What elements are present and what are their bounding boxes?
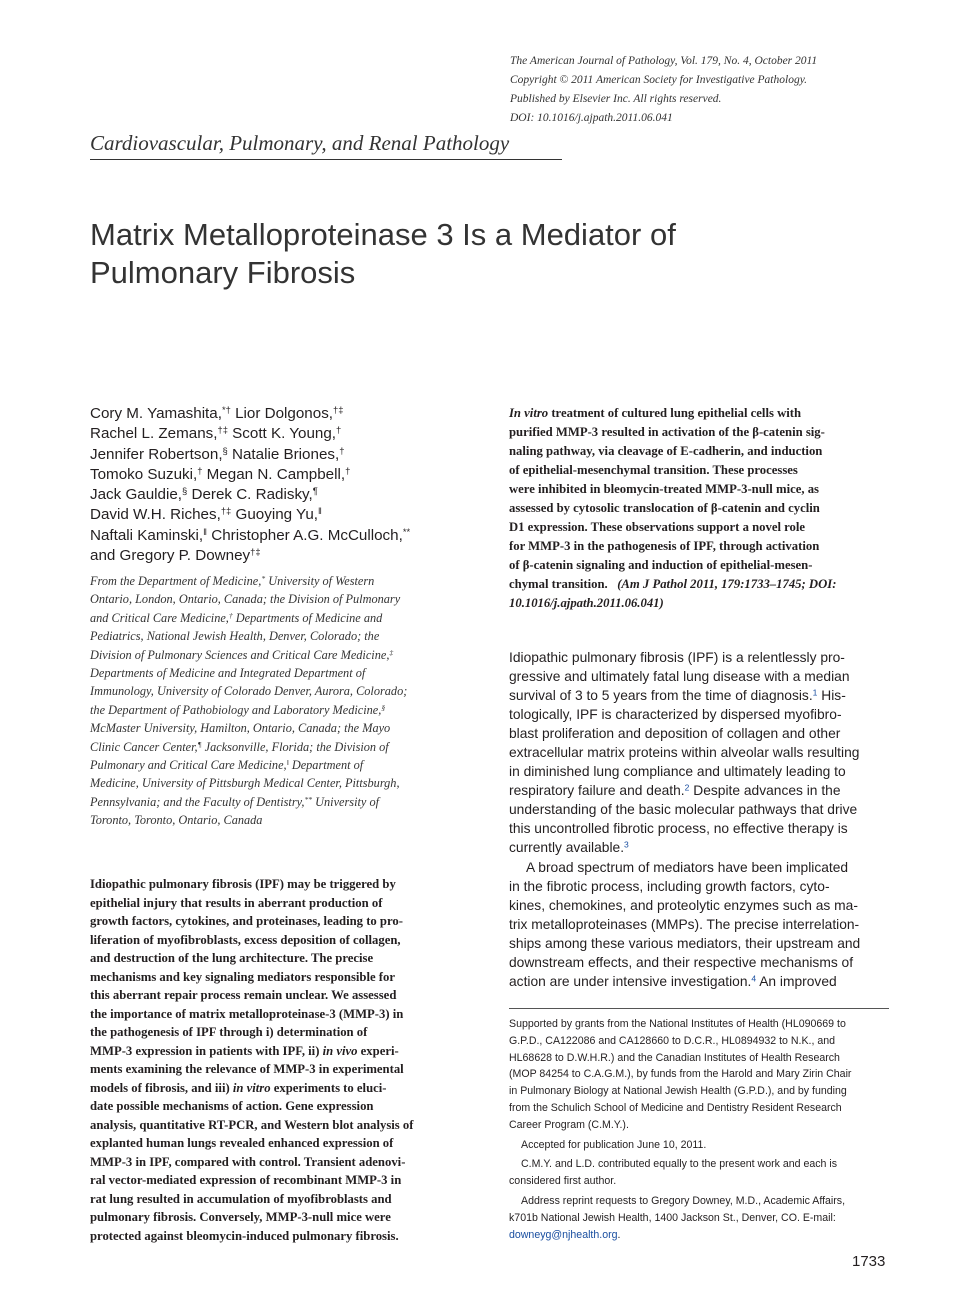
funding-note: Supported by grants from the National Institutes of Health (HL090669 to [509, 1018, 846, 1030]
doi-line: DOI: 10.1016/j.ajpath.2011.06.041 [510, 112, 673, 124]
affiliation-marker: †‡ [333, 403, 344, 415]
body-line: this uncontrolled fibrotic process, no effective therapy is [509, 821, 848, 837]
body-line: Idiopathic pulmonary fibrosis (IPF) is a relentlessly pro- [509, 650, 845, 665]
abstract-line: epithelial injury that results in aberrant production of [90, 895, 383, 910]
author-name: Rachel L. Zemans, [90, 425, 218, 443]
abstract-line: this aberrant repair process remain unclear. We assessed [90, 988, 397, 1002]
author-line [90, 404, 490, 424]
reference-link: 2 [684, 782, 690, 793]
abstract-line: pulmonary fibrosis. Conversely, MMP-3-null mice were [90, 1210, 391, 1224]
body-line: action are under intensive investigation.$^4$ An improved [509, 973, 837, 989]
body-line: ships among these various mediators, their upstream and [509, 935, 861, 951]
affiliation-line: Toronto, Toronto, Ontario, Canada [90, 813, 263, 828]
body-line: blast proliferation and deposition of collagen and other [509, 726, 841, 742]
abstract-line: MMP-3 expression in patients with IPF, ii) in vivo experi- [90, 1043, 399, 1058]
abstract-line: date possible mechanisms of action. Gene expression [90, 1099, 374, 1113]
publisher-line: Published by Elsevier Inc. All rights reserved. [510, 93, 722, 105]
body-line: tologically, IPF is characterized by dispersed myofibro- [509, 707, 842, 723]
author-name: David W.H. Riches, [90, 506, 221, 524]
body-line: kines, chemokines, and proteolytic enzymes such as ma- [509, 897, 858, 913]
title-line: Pulmonary Fibrosis [90, 255, 356, 290]
affiliation-line: the Department of Pathobiology and Laboratory Medicine,§ [90, 702, 386, 717]
body-line: currently available.$^3$ [509, 839, 629, 856]
abstract-line: of β-catenin signaling and induction of epithelial-mesen- [509, 558, 813, 572]
author-name: Guoying Yu, [231, 506, 318, 524]
contribution-note: considered first author. [509, 1175, 617, 1188]
affiliation-line: Pulmonary and Critical Care Medicine,‖ Department of [90, 757, 364, 773]
footnotes [509, 1016, 889, 1243]
author-line [90, 505, 490, 525]
abstract-line: protected against bleomycin-induced pulmonary fibrosis. [90, 1228, 399, 1243]
affiliation-line: Clinic Cancer Center,¶ Jacksonville, Florida; the Division of [90, 739, 389, 754]
abstract-line: were inhibited in bleomycin-treated MMP-3-null mice, as [509, 482, 819, 496]
title-line: Matrix Metalloproteinase 3 Is a Mediator of [90, 217, 676, 252]
affiliation-marker: †‡ [217, 424, 228, 436]
article-title [90, 216, 850, 292]
abstract-line: for MMP-3 in the pathogenesis of IPF, through activation [509, 539, 820, 553]
abstract-line: explanted human lungs revealed enhanced expression of [90, 1136, 394, 1150]
affiliation-line: Division of Pulmonary Sciences and Critical Care Medicine,‡ [90, 647, 394, 662]
affiliation-marker: † [336, 424, 342, 436]
author-name: Scott K. Young, [227, 425, 337, 443]
affiliation-marker: † [197, 464, 203, 476]
affiliation-marker: † [345, 464, 351, 476]
author-name: Naftali Kaminski, [90, 526, 204, 544]
body-line: understanding of the basic molecular pathways that drive [509, 802, 858, 818]
author-line [90, 526, 490, 546]
reprint-note: downeyg@njhealth.org. [509, 1228, 621, 1241]
funding-note: from the Schulich School of Medicine and Dentistry Resident Research [509, 1101, 842, 1114]
journal-line: The American Journal of Pathology, Vol. 179, No. 4, October 2011 [510, 55, 818, 67]
email-link[interactable]: downeyg@njhealth.org [509, 1228, 618, 1241]
reprint-note: Address reprint requests to Gregory Downey, M.D., Academic Affairs, [521, 1194, 846, 1207]
abstract-line: and destruction of the lung architecture. The precise [90, 951, 374, 965]
abstract-line: rat lung resulted in accumulation of myofibroblasts and [90, 1191, 392, 1206]
abstract-line: In vitro treatment of cultured lung epithelial cells with [509, 406, 802, 420]
affiliation-line: From the Department of Medicine,* University of Western [90, 573, 375, 588]
abstract-line: ral vector-mediated expression of recombinant MMP-3 in [90, 1173, 402, 1187]
affiliation-marker: *† [221, 403, 231, 415]
author-name: Jennifer Robertson, [90, 445, 223, 463]
affiliation-marker: † [339, 444, 345, 456]
abstract-line: Idiopathic pulmonary fibrosis (IPF) may be triggered by [90, 877, 396, 891]
author-line [90, 445, 490, 465]
funding-note: HL68628 to D.W.H.R.) and the Canadian Institutes of Health Research [509, 1051, 840, 1064]
abstract-line: analysis, quantitative RT-PCR, and Western blot analysis of [90, 1117, 414, 1132]
funding-note: (MOP 84254 to C.A.G.M.), by funds from the Harold and Mary Zirin Chair [509, 1068, 852, 1081]
author-name: Jack Gauldie, [90, 486, 183, 504]
author-name: Tomoko Suzuki, [90, 465, 198, 483]
funding-note: in Pulmonary Biology at National Jewish Health (G.P.D.), and by funding [509, 1085, 847, 1098]
affiliations [90, 572, 475, 830]
affiliation-line: Immunology, University of Colorado Denver, Aurora, Colorado; [90, 684, 408, 699]
author-name: Cory M. Yamashita, [90, 405, 222, 422]
reference-link: 1 [812, 687, 818, 698]
abstract-line: naling pathway, via cleavage of E-cadherin, and induction [509, 444, 823, 458]
abstract-line: D1 expression. These observations support a novel role [509, 520, 806, 534]
author-line [90, 546, 490, 566]
section-heading: Cardiovascular, Pulmonary, and Renal Pathology [90, 131, 510, 155]
affiliation-line: and Critical Care Medicine,† Departments of Medicine and [90, 610, 383, 625]
affiliation-line: Pediatrics, National Jewish Health, Denver, Colorado; the [90, 629, 380, 644]
affiliation-line: McMaster University, Hamilton, Ontario, Canada; the Mayo [90, 721, 391, 736]
abstract-part-1 [90, 875, 470, 1245]
body-line: respiratory failure and death.$^2$ Despite advances in the [509, 782, 841, 799]
reprint-note: k701b National Jewish Health, 1400 Jackson St., Denver, CO. E-mail: [509, 1211, 836, 1224]
abstract-line: purified MMP-3 resulted in activation of the β-catenin sig- [509, 425, 825, 439]
accepted-note: Accepted for publication June 10, 2011. [521, 1138, 707, 1151]
author-name: Christopher A.G. McCulloch, [207, 526, 403, 544]
affiliation-line: Medicine, University of Pittsburgh Medical Center, Pittsburgh, [90, 776, 400, 791]
affiliation-marker: ¶ [312, 485, 318, 497]
author-list [90, 404, 490, 566]
author-name: Natalie Briones, [227, 445, 340, 463]
author-name: Megan N. Campbell, [202, 465, 346, 483]
footnote-divider [509, 1008, 889, 1009]
abstract-part-2 [509, 404, 889, 613]
author-line [90, 485, 490, 505]
funding-note: Career Program (C.M.Y.). [509, 1118, 629, 1131]
author-line [90, 465, 490, 485]
abstract-line: liferation of myofibroblasts, excess deposition of collagen, [90, 932, 401, 947]
body-line: gressive and ultimately fatal lung disease with a median [509, 669, 850, 685]
author-name: Derek C. Radisky, [187, 486, 313, 504]
affiliation-marker: § [182, 485, 188, 497]
body-line: extracellular matrix proteins within alveolar walls resulting [509, 745, 860, 761]
abstract-line: MMP-3 in IPF, compared with control. Transient adenovi- [90, 1154, 406, 1169]
affiliation-marker: ‖ [203, 525, 207, 537]
affiliation-marker: § [222, 444, 228, 456]
affiliation-marker: †‡ [220, 505, 232, 517]
body-text [509, 648, 889, 991]
abstract-line: growth factors, cytokines, and proteinases, leading to pro- [90, 914, 403, 928]
affiliation-line: Departments of Medicine and Integrated Department of [90, 666, 366, 681]
funding-note: G.P.D., CA122086 and CA128660 to D.C.R., HL0894932 to N.K., and [509, 1034, 836, 1047]
affiliation-line: Pennsylvania; and the Faculty of Dentistry,** University of [90, 794, 380, 809]
reference-link: 4 [751, 973, 757, 984]
citation: (Am J Pathol 2011, 179:1733–1745; DOI: [617, 577, 837, 591]
body-line: in the fibrotic process, including growth factors, cyto- [509, 878, 830, 894]
author-line [90, 424, 490, 444]
abstract-line: the pathogenesis of IPF through i) determination of [90, 1025, 368, 1039]
section-underline [90, 159, 562, 160]
body-line: survival of 3 to 5 years from the time of diagnosis.$^1$ His- [509, 687, 846, 704]
author-name: and Gregory P. Downey [90, 547, 251, 565]
body-line: downstream effects, and their respective mechanisms of [509, 954, 854, 970]
citation-doi: 10.1016/j.ajpath.2011.06.041) [509, 596, 664, 610]
author-name: Lior Dolgonos, [230, 405, 334, 422]
abstract-line: chymal transition. (Am J Pathol 2011, 179:1733–1745; DOI: [509, 577, 837, 591]
body-line: trix metalloproteinases (MMPs). The precise interrelation- [509, 916, 860, 932]
abstract-line: models of fibrosis, and iii) in vitro experiments to eluci- [90, 1080, 387, 1095]
affiliation-line: Ontario, London, Ontario, Canada; the Division of Pulmonary [90, 592, 401, 607]
abstract-line: ments examining the relevance of MMP-3 in experimental [90, 1062, 404, 1076]
body-line: A broad spectrum of mediators have been implicated [526, 859, 849, 875]
page-number: 1733 [852, 1253, 886, 1270]
reference-link: 3 [624, 839, 629, 850]
abstract-line: assessed by cytosolic translocation of β-catenin and cyclin [509, 501, 820, 515]
affiliation-marker: ‖ [318, 505, 322, 517]
affiliation-marker: †‡ [250, 545, 261, 557]
affiliation-marker: ** [402, 525, 411, 537]
copyright-line: Copyright © 2011 American Society for Investigative Pathology. [510, 74, 808, 86]
body-line: in diminished lung compliance and ultimately leading to [509, 764, 846, 780]
abstract-line: the importance of matrix metalloproteinase-3 (MMP-3) in [90, 1006, 404, 1021]
abstract-line: of epithelial-mesenchymal transition. These processes [509, 463, 798, 477]
contribution-note: C.M.Y. and L.D. contributed equally to the present work and each is [521, 1158, 838, 1171]
journal-citation [510, 52, 930, 128]
abstract-line: mechanisms and key signaling mediators responsible for [90, 969, 395, 984]
